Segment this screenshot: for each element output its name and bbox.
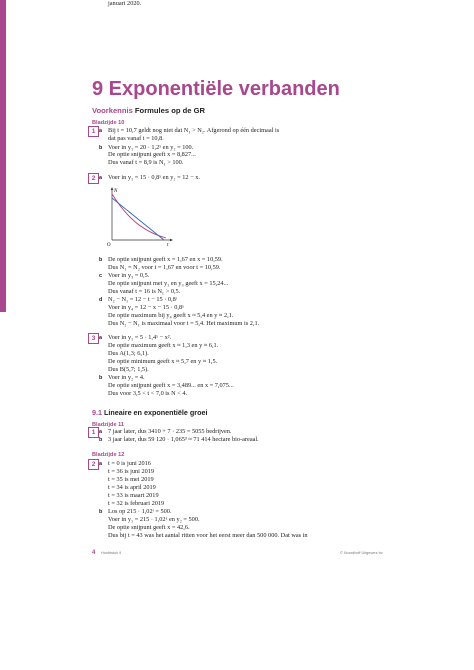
subtitle-rest: Formules op de GR [134, 106, 205, 115]
footer-publisher: © Noordhoff Uitgevers bv [340, 551, 383, 555]
answer-text: t = 36 is juni 2019 [108, 468, 155, 475]
answer-text: dat pas vanaf t = 10,8. [108, 135, 164, 142]
answer-text: De optie snijpunt geeft x = 42,6. [108, 524, 190, 531]
page-title: 9 Exponentiële verbanden [92, 78, 340, 100]
sub-question-label: b [99, 437, 103, 443]
answer-text: Dus bij t = 43 was het aantal ritten voor het eerst meer dan 500 000. Dat was in [108, 532, 308, 539]
answer-text: De optie minimum geeft x ≈ 5,7 en y ≈ 1,5. [108, 358, 218, 365]
answer-text: t = 33 is maart 2019 [108, 492, 159, 499]
answer-text: Voer in y₃ = 0,5. [108, 272, 150, 279]
answer-text: De optie snijpunt geeft x = 8,827... [108, 151, 196, 158]
answer-text: 3 jaar later, dus 59 120 · 1,065³ ≈ 71 414 hectare bio-areaal. [108, 436, 259, 443]
footer-page-number: 4 [92, 550, 96, 556]
answer-text: t = 34 is april 2019 [108, 484, 156, 491]
answer-text: t = 0 is juni 2016 [108, 460, 151, 467]
question-number: 1 [88, 126, 99, 137]
section-heading [92, 408, 207, 417]
answer-text: Voer in y₂ = 4. [108, 374, 145, 381]
graph-origin-label: O [107, 243, 111, 246]
answer-text: Dus vanaf t = 16 is N₁ > 0,5. [108, 288, 181, 295]
answer-text: t = 35 is mei 2019 [108, 476, 154, 483]
bladzijde-label: Bladzijde 12 [92, 452, 125, 458]
answer-text: De optie maximum bij y₄ geeft x ≈ 5,4 en y ≈ 2,1. [108, 312, 234, 319]
answer-text: Voer in y₁ = 215 · 1,02ˣ en y₂ = 500. [108, 516, 200, 523]
question-number: 3 [88, 333, 99, 344]
bladzijde-label: Bladzijde 11 [92, 422, 125, 428]
graph-x-arrow [170, 239, 173, 241]
graph-exercise-2a [106, 186, 178, 246]
sub-question-label: a [99, 429, 102, 435]
sub-question-label: b [99, 375, 103, 381]
chapter-side-bar [0, 0, 6, 312]
answer-text: 7 jaar later, dus 3410 + 7 · 235 = 5055 bedrijven. [108, 428, 232, 435]
section-title: Lineaire en exponentiële groei [104, 408, 208, 417]
answer-text: Voer in y₄ = 12 − x − 15 · 0,8ˣ [108, 304, 184, 311]
graph-y-arrow [111, 187, 113, 190]
answer-text: Dus voor 3,5 < t < 7,0 is N < 4. [108, 390, 188, 397]
bladzijde-label: Bladzijde 10 [92, 120, 125, 126]
answer-text: De optie snijpunt geeft x = 1,67 en x = 10,59. [108, 256, 223, 263]
sub-question-label: a [99, 461, 102, 467]
subtitle [92, 106, 205, 115]
answer-text: Dus B(5,7; 1,5). [108, 366, 149, 373]
answer-text: Dus A(1,3; 6,1). [108, 350, 149, 357]
question-number: 1 [88, 427, 99, 438]
answer-text: Bij t = 10,7 geldt nog niet dat N₁ > N₂. Afgerond op één decimaal is [108, 127, 280, 134]
section-number: 9.1 [92, 408, 102, 417]
subtitle-accent: Voorkennis [92, 106, 133, 115]
answer-text: Voer in y₁ = 5 · 1,4ˣ − x². [108, 334, 172, 341]
answer-text: De optie snijpunt met y₁ en y₃ geeft x = 15,24... [108, 280, 229, 287]
answer-text: t = 32 is februari 2019 [108, 500, 165, 507]
question-number: 2 [88, 459, 99, 470]
graph-x-label: t [167, 243, 169, 246]
question-number: 2 [88, 173, 99, 184]
sub-question-label: b [99, 257, 103, 263]
sub-question-label: a [99, 128, 102, 134]
sub-question-label: a [99, 335, 102, 341]
answer-text: Dus vanaf t = 8,9 is N₁ > 100. [108, 159, 184, 166]
answer-text: De optie maximum geeft x ≈ 1,3 en y ≈ 6,1. [108, 342, 219, 349]
answer-text: januari 2020. [108, 0, 142, 7]
sub-question-label: b [99, 145, 103, 151]
answer-text: N₂ − N₁ = 12 − t − 15 · 0,8ᵗ [108, 296, 177, 303]
answer-text: Los op 215 · 1,02ᵗ = 500. [108, 508, 172, 515]
answer-text: Dus N₁ = N₂ voor t = 1,67 en voor t = 10,59. [108, 264, 221, 271]
graph-curve-N1 [112, 194, 166, 238]
answer-text: Dus N₂ − N₁ is maximaal voor t = 5,4. Het maximum is 2,1. [108, 320, 260, 327]
graph-y-label: N [114, 189, 118, 194]
answer-text: De optie snijpunt geeft x = 3,489... en x = 7,075... [108, 382, 234, 389]
footer-chapter: Hoofdstuk 9 [101, 551, 122, 555]
answer-text: Voer in y₁ = 15 · 0,8ˣ en y₂ = 12 − x. [108, 174, 200, 181]
sub-question-label: a [99, 175, 102, 181]
sub-question-label: d [99, 297, 103, 303]
sub-question-label: c [99, 273, 102, 279]
sub-question-label: b [99, 509, 103, 515]
graph-line-N2 [112, 198, 164, 240]
answer-text: Voer in y₁ = 20 · 1,2ˣ en y₂ = 100. [108, 144, 194, 151]
